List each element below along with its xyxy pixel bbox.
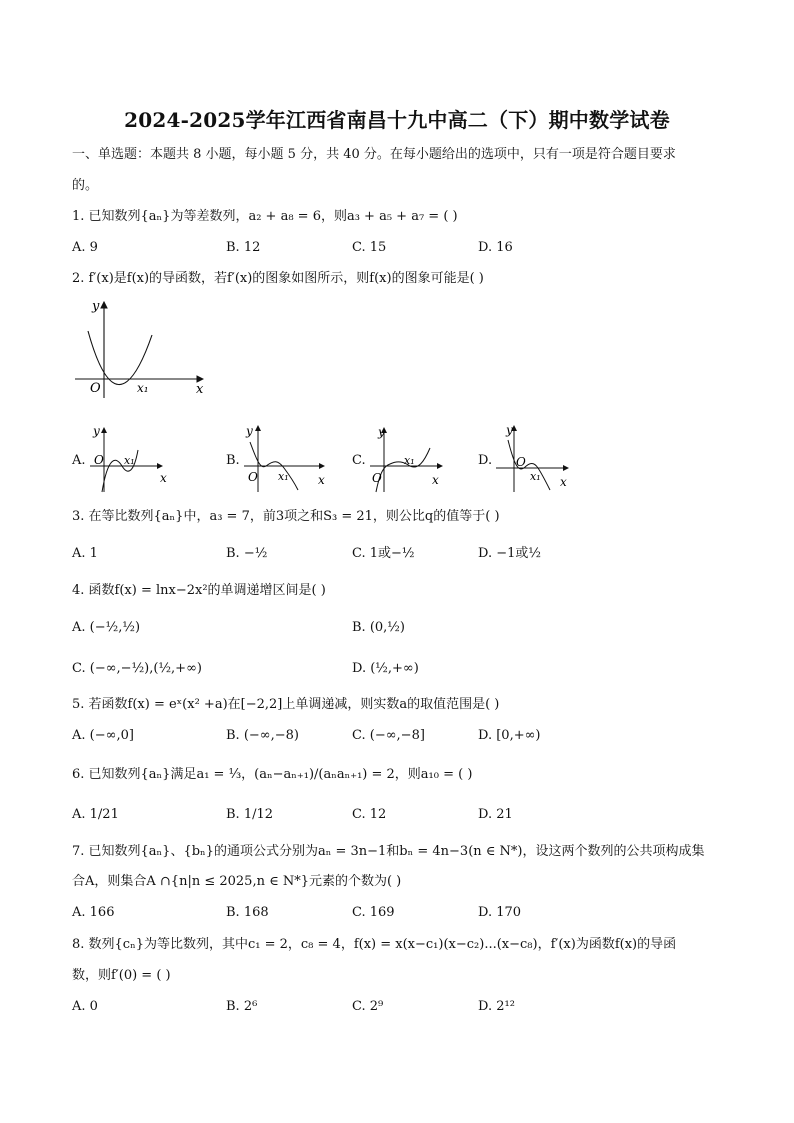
q3-option-d: D. −1或½: [478, 546, 541, 561]
question-2-text: 2. f′(x)是f(x)的导函数，若f′(x)的图象如图所示，则f(x)的图象可能是( ): [72, 271, 484, 286]
question-3-text: 3. 在等比数列{aₙ}中，a₃ = 7，前3项之和S₃ = 21，则公比q的值等于( ): [72, 509, 500, 524]
q7-option-c: C. 169: [352, 905, 395, 920]
q2c-x-label: x: [432, 473, 439, 487]
q2a-x-label: x: [160, 471, 167, 485]
q4-option-b: B. (0,½): [352, 620, 405, 635]
graph-x1-label: x₁: [137, 381, 149, 395]
question-8-text: 8. 数列{cₙ}为等比数列，其中c₁ = 2，c₈ = 4，f(x) = x(x−c₁)(x−c₂)...(x−c₈)，f′(x)为函数f(x)的导函: [72, 937, 677, 952]
q2d-origin-label: O: [516, 455, 526, 469]
question-8-text-cont: 数，则f′(0) = ( ): [72, 968, 171, 983]
q2b-x-label: x: [318, 473, 325, 487]
q2a-x1-label: x₁: [124, 454, 135, 467]
q1-option-d: D. 16: [478, 240, 513, 255]
q2-option-a-graph: [88, 422, 170, 494]
q7-option-a: A. 166: [72, 905, 115, 920]
q1-option-b: B. 12: [226, 240, 261, 255]
q6-option-b: B. 1/12: [226, 807, 274, 822]
derivative-graph: [70, 296, 215, 401]
question-4-text: 4. 函数f(x) = lnx−2x²的单调递增区间是( ): [72, 583, 326, 598]
q2-option-b-graph: [242, 422, 332, 494]
section-heading-line2: 的。: [72, 178, 99, 193]
q2a-y-label: y: [93, 424, 100, 438]
graph-origin-label: O: [90, 381, 101, 396]
q5-option-b: B. (−∞,−8): [226, 728, 299, 743]
q2-option-c-graph: [368, 422, 450, 494]
q4-option-d: D. (½,+∞): [352, 661, 419, 676]
q2-option-d: D.: [478, 453, 493, 468]
question-7-text: 7. 已知数列{aₙ}、{bₙ}的通项公式分别为aₙ = 3n−1和bₙ = 4n−3(n ∈ N*)，设这两个数列的公共项构成集: [72, 844, 705, 859]
q8-option-b: B. 2⁶: [226, 999, 258, 1014]
q8-option-d: D. 2¹²: [478, 999, 515, 1014]
q2b-y-label: y: [246, 424, 253, 438]
q4-option-c: C. (−∞,−½),(½,+∞): [72, 661, 202, 676]
question-5-text: 5. 若函数f(x) = eˣ(x² +a)在[−2,2]上单调递减，则实数a的取值范围是( ): [72, 697, 500, 712]
q8-option-a: A. 0: [72, 999, 98, 1014]
q5-option-c: C. (−∞,−8]: [352, 728, 425, 743]
q2a-origin-label: O: [94, 453, 104, 467]
q2c-x1-label: x₁: [404, 454, 415, 467]
q2-option-d-graph: [494, 420, 576, 492]
q1-option-c: C. 15: [352, 240, 387, 255]
q2c-y-label: y: [378, 425, 385, 439]
q4-option-a: A. (−½,½): [72, 620, 141, 635]
q8-option-c: C. 2⁹: [352, 999, 384, 1014]
q7-option-d: D. 170: [478, 905, 522, 920]
q5-option-a: A. (−∞,0]: [72, 728, 134, 743]
q2d-x1-label: x₁: [530, 470, 541, 483]
q1-option-a: A. 9: [72, 240, 98, 255]
q2d-y-label: y: [506, 423, 513, 437]
q7-option-b: B. 168: [226, 905, 269, 920]
question-1-text: 1. 已知数列{aₙ}为等差数列，a₂ + a₈ = 6，则a₃ + a₅ + a₇ = ( ): [72, 209, 458, 224]
q6-option-a: A. 1/21: [72, 807, 119, 822]
q2d-x-label: x: [560, 475, 567, 489]
q2b-x1-label: x₁: [278, 470, 289, 483]
q2-option-a: A.: [72, 453, 86, 468]
page-title: 2024-2025学年江西省南昌十九中高二（下）期中数学试卷: [124, 108, 670, 132]
q3-option-b: B. −½: [226, 546, 268, 561]
q2c-origin-label: O: [372, 471, 382, 485]
question-6-text: 6. 已知数列{aₙ}满足a₁ = ⅓，(aₙ−aₙ₊₁)/(aₙaₙ₊₁) = 2，则a₁₀ = ( ): [72, 767, 473, 782]
q2-option-c: C.: [352, 453, 366, 468]
section-heading-line1: 一、单选题：本题共 8 小题，每小题 5 分，共 40 分。在每小题给出的选项中，只有一项是符合题目要求: [72, 147, 676, 162]
q6-option-d: D. 21: [478, 807, 513, 822]
q2b-origin-label: O: [248, 470, 258, 484]
q5-option-d: D. [0,+∞): [478, 728, 541, 743]
graph-y-label: y: [92, 299, 100, 314]
graph-x-label: x: [196, 382, 204, 397]
q2-option-b: B.: [226, 453, 240, 468]
q6-option-c: C. 12: [352, 807, 387, 822]
q3-option-c: C. 1或−½: [352, 546, 415, 561]
q3-option-a: A. 1: [72, 546, 98, 561]
question-7-text-cont: 合A，则集合A ∩{n|n ≤ 2025,n ∈ N*}元素的个数为( ): [72, 874, 402, 889]
